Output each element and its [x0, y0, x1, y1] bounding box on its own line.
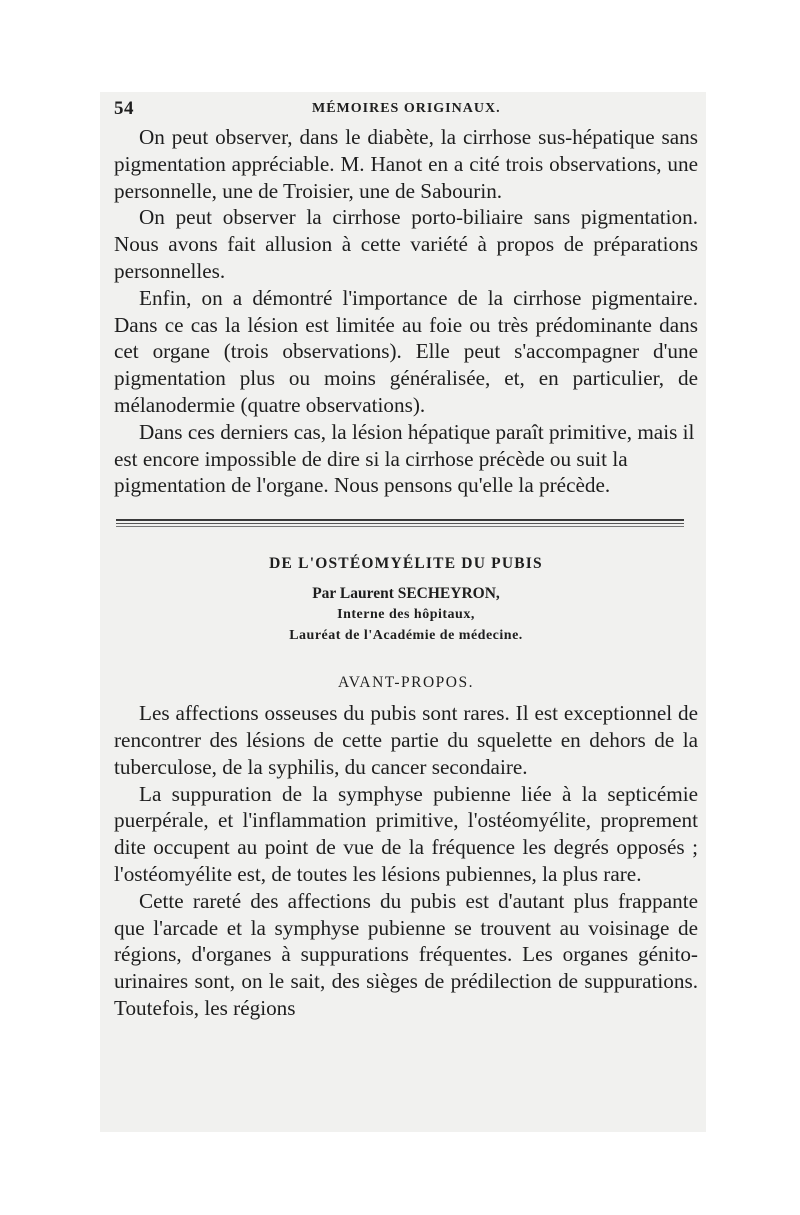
paragraph-porto-biliaire: On peut observer la cirrhose porto-biliaire sans pigmentation. Nous avons fait allusion à cette variété à propos de préparations personnelles. — [114, 205, 698, 283]
page-header — [114, 98, 698, 124]
section-title: AVANT-PROPOS. — [338, 674, 474, 692]
paragraph-diabetes: On peut observer, dans le diabète, la cirrhose sus-hépatique sans pigmentation appréciable. M. Hanot en a cité trois observations, une personnelle, une de Troisier, une de Sabourin. — [114, 125, 698, 203]
author-award: Lauréat de l'Académie de médecine. — [289, 628, 523, 644]
author-role: Interne des hôpitaux, — [337, 607, 475, 623]
page-number: 54 — [114, 98, 134, 119]
paragraph-rarete: Cette rareté des affections du pubis est d'autant plus frappante que l'arcade et la symphyse pubienne se trouvent au voisinage de régions, d'organes à suppurations fréquentes. Les organes génito-urinaires sont, on le sait, des sièges de prédilection de suppurations. Toutefois, les régions — [114, 888, 698, 1020]
paragraph-cirrhose-pigmentaire: Enfin, on a démontré l'importance de la cirrhose pigmentaire. Dans ce cas la lésion est limitée au foie ou très prédominante dans cet organe (trois observations). Elle peut s'accompagner d'une pigmentation plus ou moins généralisée, et, en particulier, de mélanodermie (quatre observations). — [114, 285, 698, 417]
author-line: Par Laurent SECHEYRON, — [312, 585, 500, 603]
article-title: DE L'OSTÉOMYÉLITE DU PUBIS — [269, 555, 543, 573]
running-head: MÉMOIRES ORIGINAUX. — [312, 101, 501, 116]
document-page — [114, 98, 698, 1022]
paragraph-derniers-cas: Dans ces derniers cas, la lésion hépatique paraît primitive, mais il est encore impossible de dire si la cirrhose précède ou suit la pigmentation de l'organe. Nous pensons qu'elle la précède. — [114, 419, 695, 498]
paragraph-affections: Les affections osseuses du pubis sont rares. Il est exceptionnel de rencontrer des lésions de cette partie du squelette en dehors de la tuberculose, de la syphilis, du cancer secondaire. — [114, 701, 698, 779]
paragraph-suppuration: La suppuration de la symphyse pubienne liée à la septicémie puerpérale, et l'inflammation primitive, l'ostéomyélite, proprement dite occupent au point de vue de la fréquence les degrés opposés ; l'ostéomyélite est, de toutes les lésions pubiennes, la plus rare. — [114, 781, 698, 886]
section-divider — [114, 517, 698, 531]
article-byline — [114, 583, 698, 646]
